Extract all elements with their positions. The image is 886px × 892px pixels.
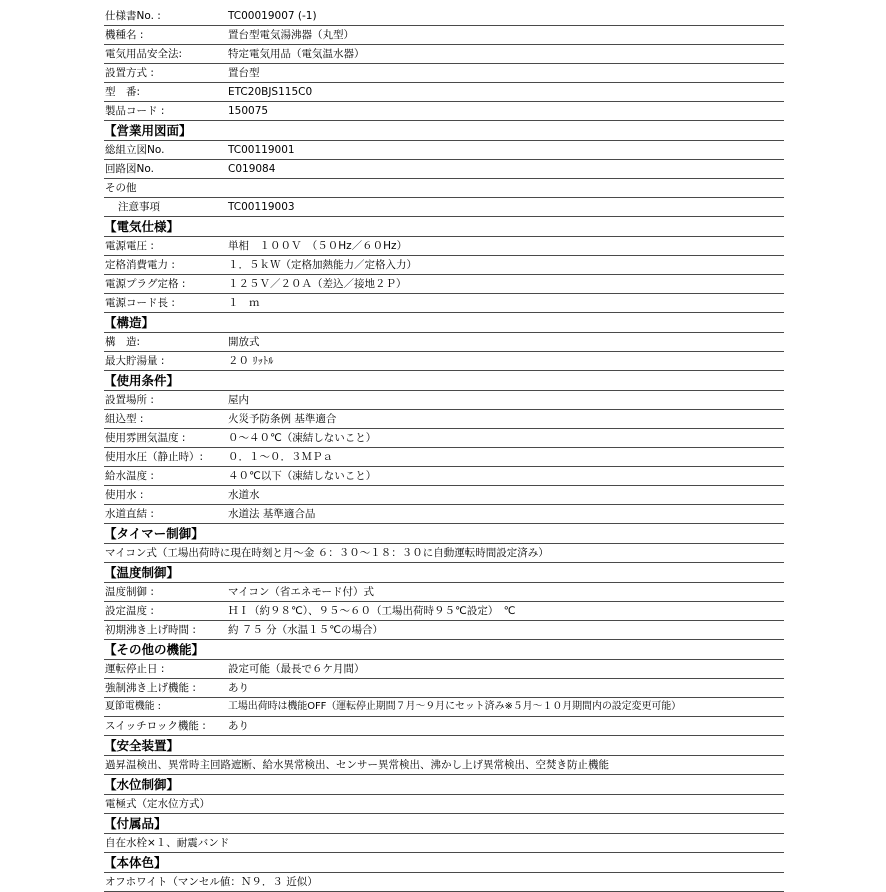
spec-row	[104, 486, 784, 505]
spec-row	[104, 275, 784, 294]
spec-label: 組込型 :	[105, 413, 144, 425]
section-header	[104, 371, 784, 391]
spec-label: 構 造:	[105, 336, 141, 348]
spec-value: 置台型電気湯沸器（丸型）	[228, 29, 354, 41]
spec-value: ０．１～０．３ＭＰａ	[228, 451, 333, 463]
spec-row	[104, 141, 784, 160]
spec-row	[104, 7, 784, 26]
section-header	[104, 736, 784, 756]
spec-row	[104, 621, 784, 640]
spec-label: 夏節電機能 :	[105, 701, 161, 712]
spec-label: 温度制御 :	[105, 586, 154, 598]
spec-label: 仕様書No. :	[105, 10, 161, 22]
spec-row	[104, 505, 784, 524]
spec-row	[104, 83, 784, 102]
spec-row	[104, 873, 784, 892]
spec-row	[104, 64, 784, 83]
spec-label: 電気用品安全法:	[105, 48, 183, 60]
spec-row	[104, 410, 784, 429]
spec-value: ４０℃以下（凍結しないこと）	[228, 470, 377, 482]
spec-value: 水道法 基準適合品	[228, 508, 316, 520]
spec-value: 自在水栓×１、耐震バンド	[105, 837, 230, 849]
section-title: 【付属品】	[104, 816, 167, 831]
spec-value: 約 ７５ 分（水温１５℃の場合）	[228, 624, 383, 636]
spec-row	[104, 448, 784, 467]
section-title: 【使用条件】	[104, 373, 180, 388]
spec-value: マイコン（省エネモード付）式	[228, 586, 374, 598]
spec-value: 単相 １００Ｖ （５０Hz／６０Hz）	[228, 240, 408, 252]
spec-row	[104, 391, 784, 410]
spec-value: 特定電気用品（電気温水器）	[228, 48, 365, 60]
spec-label: 強制沸き上げ機能 :	[105, 682, 196, 694]
section-header	[104, 775, 784, 795]
spec-sheet	[104, 7, 784, 892]
spec-label: 機種名 :	[105, 29, 144, 41]
spec-value: １２５Ｖ／２０Ａ（差込／接地２Ｐ）	[228, 278, 407, 290]
spec-row	[104, 45, 784, 64]
section-header	[104, 640, 784, 660]
spec-label: 初期沸き上げ時間 :	[105, 624, 196, 636]
spec-label: 給水温度 :	[105, 470, 154, 482]
spec-row	[104, 467, 784, 486]
spec-value: 工場出荷時は機能OFF（運転停止期間７月～９月にセット済み※５月～１０月期間内の設定変更可能）	[228, 701, 682, 712]
spec-label: 電源コード長 :	[105, 297, 175, 309]
spec-value: 開放式	[228, 336, 260, 348]
spec-row	[104, 756, 784, 775]
spec-row	[104, 602, 784, 621]
spec-value: ０～４０℃（凍結しないこと）	[228, 432, 377, 444]
spec-label: 電源プラグ定格 :	[105, 278, 186, 290]
spec-label: 回路図No.	[105, 163, 154, 175]
spec-value: TC00019007 (-1)	[228, 10, 317, 22]
spec-label: 型 番:	[105, 86, 141, 98]
spec-row	[104, 795, 784, 814]
spec-row	[104, 834, 784, 853]
spec-label: 総組立図No.	[105, 144, 165, 156]
spec-label: 使用水圧（静止時）:	[105, 451, 204, 463]
spec-value: あり	[228, 720, 249, 732]
spec-value: １．５ｋＷ（定格加熱能力／定格入力）	[228, 259, 417, 271]
section-title: 【水位制御】	[104, 777, 180, 792]
spec-value: マイコン式（工場出荷時に現在時刻と月～金 ６：３０～１８：３０に自動運転時間設定済み）	[105, 547, 549, 559]
section-title: 【タイマー制御】	[104, 526, 204, 541]
section-header	[104, 563, 784, 583]
spec-label: 設定温度 :	[105, 605, 154, 617]
spec-label: 使用水 :	[105, 489, 144, 501]
section-header	[104, 313, 784, 333]
spec-label: 注意事項	[118, 201, 160, 213]
spec-row	[104, 698, 784, 717]
spec-value: C019084	[228, 163, 276, 175]
spec-label: スイッチロック機能 :	[105, 720, 206, 732]
spec-value: ＨＩ（約９８℃）、９５～６０（工場出荷時９５℃設定） ℃	[228, 605, 516, 617]
spec-value: TC00119001	[228, 144, 295, 156]
section-header	[104, 814, 784, 834]
section-title: 【本体色】	[104, 855, 167, 870]
section-title: 【その他の機能】	[104, 642, 205, 657]
spec-value: １ ｍ	[228, 297, 260, 309]
spec-row	[104, 256, 784, 275]
spec-label: 設置場所 :	[105, 394, 154, 406]
section-header	[104, 121, 784, 141]
spec-value: 150075	[228, 105, 269, 117]
spec-row	[104, 26, 784, 45]
spec-value: 屋内	[228, 394, 249, 406]
spec-row	[104, 160, 784, 179]
spec-label: 電源電圧 :	[105, 240, 154, 252]
spec-value: ２０ ﾘｯﾄﾙ	[228, 355, 274, 367]
section-title: 【電気仕様】	[104, 219, 180, 234]
section-title: 【安全装置】	[104, 738, 180, 753]
spec-row	[104, 179, 784, 198]
spec-value: 過昇温検出、異常時主回路遮断、給水異常検出、センサー異常検出、沸かし上げ異常検出、空焚き防止機能	[105, 759, 609, 771]
spec-value: あり	[228, 682, 249, 694]
spec-row	[104, 717, 784, 736]
spec-row	[104, 544, 784, 563]
spec-label: 使用雰囲気温度 :	[105, 432, 186, 444]
spec-value: 設定可能（最長で６ケ月間）	[228, 663, 365, 675]
spec-row	[104, 660, 784, 679]
section-title: 【営業用図面】	[104, 123, 192, 138]
spec-value: オフホワイト（マンセル値：Ｎ９．３ 近似）	[105, 876, 318, 888]
section-header	[104, 853, 784, 873]
spec-row	[104, 198, 784, 217]
section-header	[104, 524, 784, 544]
spec-label: 最大貯湯量 :	[105, 355, 165, 367]
spec-label: 製品コード :	[105, 105, 165, 117]
section-title: 【温度制御】	[104, 565, 180, 580]
spec-value: 水道水	[228, 489, 260, 501]
spec-value: 電極式（定水位方式）	[105, 798, 210, 810]
spec-row	[104, 237, 784, 256]
section-title: 【構造】	[104, 315, 155, 330]
spec-value: 置台型	[228, 67, 260, 79]
spec-row	[104, 429, 784, 448]
spec-row	[104, 102, 784, 121]
spec-label: 設置方式 :	[105, 67, 154, 79]
spec-row	[104, 352, 784, 371]
spec-label: 運転停止日 :	[105, 663, 165, 675]
spec-value: TC00119003	[228, 201, 295, 213]
spec-label: 水道直結 :	[105, 508, 154, 520]
spec-label: その他	[105, 182, 137, 194]
spec-row	[104, 583, 784, 602]
spec-value: ETC20BJS115C0	[228, 86, 313, 98]
spec-label: 定格消費電力 :	[105, 259, 175, 271]
spec-row	[104, 294, 784, 313]
spec-row	[104, 679, 784, 698]
spec-row	[104, 333, 784, 352]
section-header	[104, 217, 784, 237]
spec-value: 火災予防条例 基準適合	[228, 413, 337, 425]
